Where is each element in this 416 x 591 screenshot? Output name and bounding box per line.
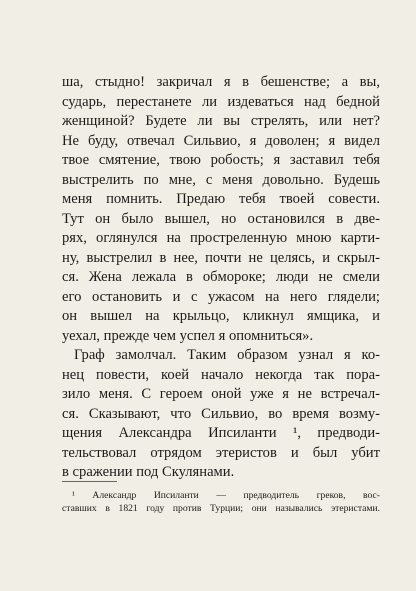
body-text [62, 73, 380, 483]
text-line: ся. Жена лежала в обмороке; люди не смели [62, 269, 380, 285]
footnote-line: ставших в 1821 году против Турции; они назывались этеристами. [62, 503, 380, 514]
text-line: щения Александра Ипсиланти ¹, предводи- [62, 425, 380, 441]
text-line: выстрелить по мне, с меня довольно. Будешь [62, 171, 380, 188]
footnote-line: ¹ Александр Ипсиланти — предводитель греков, вос- [72, 490, 380, 501]
footnote-divider [62, 481, 117, 482]
text-line: женщиной? Будете ли вы стрелять, или нет? [62, 113, 380, 129]
text-line: Не буду, отвечал Сильвио, я доволен; я видел [62, 132, 380, 149]
text-line: Тут он было вышел, но остановился в две- [62, 210, 380, 227]
text-line: Граф замолчал. Таким образом узнал я ко- [74, 347, 380, 363]
footnote [62, 489, 380, 515]
text-line: он вышел на крыльцо, кликнул ямщика, и [62, 308, 380, 324]
text-line: ну, выстрелил в нее, почти не целясь, и скрыл- [62, 249, 380, 266]
text-line: нец повести, коей начало некогда так пора- [62, 366, 380, 383]
text-line: ся. Сказывают, что Сильвио, во время возму- [62, 405, 380, 422]
text-line: меня помнить. Предаю тебя твоей совести. [62, 191, 380, 207]
text-line: твое смятение, твою робость; я заставил тебя [62, 152, 380, 168]
text-line: в сражении под Скулянами. [62, 464, 235, 480]
text-line: рях, оглянулся на простреленную мною карти- [62, 230, 380, 246]
text-line: сударь, перестанете ли издеваться над бедной [62, 93, 380, 110]
text-line: уехал, прежде чем успел я опомниться». [62, 327, 314, 344]
text-line: зило меня. С героем оной уже я не встречал- [62, 386, 380, 402]
text-line: ша, стыдно! закричал я в бешенстве; а вы, [62, 74, 380, 90]
text-line: его остановить и с ужасом на него глядели; [62, 288, 380, 305]
text-line: тельствовал отрядом этеристов и был убит [62, 444, 380, 461]
